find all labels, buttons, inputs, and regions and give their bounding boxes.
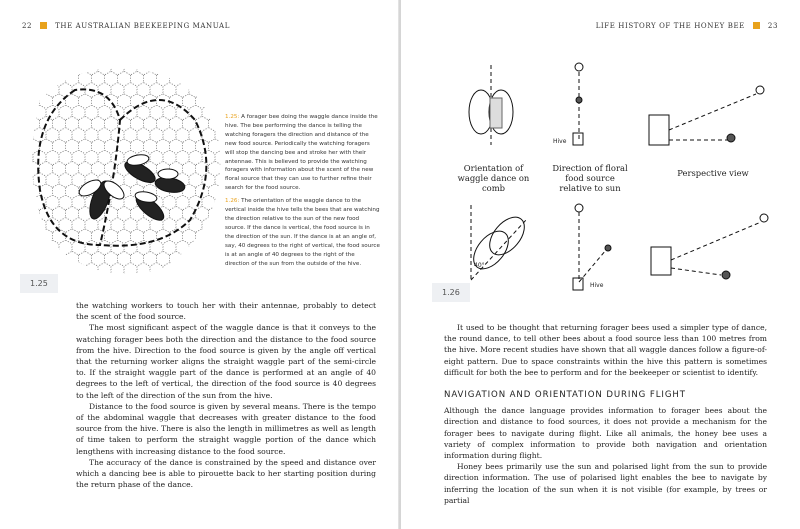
figure-label-1-26: 1.26 — [432, 283, 470, 302]
right-book-section: LIFE HISTORY OF THE HONEY BEE — [595, 22, 745, 30]
caption-number: 1.25: — [225, 114, 240, 120]
sun-icon-bottom — [575, 204, 583, 212]
label-direction: Direction of floral food source relative to sun — [552, 163, 628, 193]
left-page — [0, 0, 399, 529]
caption-text: The orientation of the waggle dance to the vertical inside the hive tells the bees that are watching the direction relative to the sun of the new food source. If the dance is vertical, the food source is in the direction of the sun. If the dance is at an angle of, say, 40 degrees to the right of vertical, the food source is at an angle of 40 degrees to the right of the direction of the sun from the outside of the hive. — [225, 198, 380, 267]
figure-captions — [225, 113, 380, 272]
angle-label: 40° — [474, 262, 485, 269]
right-body-text — [444, 322, 767, 506]
left-book-title: THE AUSTRALIAN BEEKEEPING MANUAL — [55, 22, 230, 30]
right-page — [401, 0, 800, 529]
left-page-number: 22 — [22, 22, 33, 30]
sun-icon-top — [575, 63, 583, 71]
left-running-head — [22, 22, 230, 30]
right-page-number: 23 — [767, 22, 778, 30]
accent-square-icon — [753, 22, 760, 29]
caption-1-26 — [225, 197, 380, 268]
label-orientation: Orientation of waggle dance on comb — [457, 163, 530, 193]
accent-square-icon — [40, 22, 47, 29]
paragraph: the watching workers to touch her with their antennae, probably to detect the scent of the food source. — [76, 301, 376, 322]
caption-number: 1.26: — [225, 198, 240, 205]
hive-label-bottom: Hive — [590, 282, 604, 289]
paragraph: The most significant aspect of the waggle dance is that it conveys to the watching forager bees both the direction and the distance to the food source from the hive. Direction to the food source is given by the angle off vertical that the returning worker aligns the straight waggle part of the semi-circle to. If the straight waggle part of the dance is performed at an angle of 40 degrees to the left of vertical, the direction of the food source is 40 degrees to the left of the direction of the sun from the hive. — [76, 323, 376, 400]
right-running-head — [596, 22, 778, 30]
hive-3d-bottom — [651, 247, 671, 275]
left-body-text — [76, 300, 376, 490]
sun-icon-perspective — [756, 86, 764, 94]
paragraph: The accuracy of the dance is constrained by the speed and distance over which a dancing bee is able to pirouette back to her starting position during the return phase of the dance. — [76, 457, 376, 490]
hive-icon-top — [573, 133, 583, 145]
section-heading: NAVIGATION AND ORIENTATION DURING FLIGHT — [444, 390, 686, 401]
waggle-dance-illustration — [20, 60, 230, 280]
paragraph: Honey bees primarily use the sun and polarised light from the sun to provide direction information. The use of polarised light enables the bee to navigate by inferring the location of the sun when it is not visible (for example, by trees or partial — [444, 462, 767, 505]
label-perspective: Perspective view — [677, 168, 749, 178]
caption-text: A forager bee doing the waggle dance inside the hive. The bee performing the dance is telling the watching foragers the direction and distance of the new food source. Periodically the watching foragers will stop the dancing bee and stroke her with their antennae. This is believed to provide the watching foragers with information about the scent of the new floral source that they can use to further refine their search for the food source. — [225, 114, 378, 192]
hive-3d-top — [649, 115, 669, 145]
caption-1-25 — [225, 113, 380, 193]
paragraph: Distance to the food source is given by several means. There is the tempo of the abdominal waggle that decreases with greater distance to the food source from the hive. There is also the length in millimetres as well as length of time taken to perform the straight waggle portion of the dance which lengthens with increasing distance to the food source. — [76, 401, 376, 456]
paragraph: It used to be thought that returning forager bees used a simpler type of dance, the round dance, to tell other bees about a food source less than 100 metres from the hive. More recent studies have shown that all waggle dances follow a figure-of-eight pattern. Due to space constraints within the hive this pattern is sometimes difficult for both the bee to perform and for the beekeeper or scientist to identify. — [444, 323, 767, 377]
figure-label-1-25: 1.25 — [20, 274, 58, 293]
paragraph: Although the dance language provides information to forager bees about the direction and distance to food sources, it does not provide a mechanism for the forager bees to navigate during flight. Like all animals, the honey bee uses a variety of complex information to provide both navigation and orientation information during flight. — [444, 406, 767, 461]
hive-label-top: Hive — [553, 138, 567, 145]
